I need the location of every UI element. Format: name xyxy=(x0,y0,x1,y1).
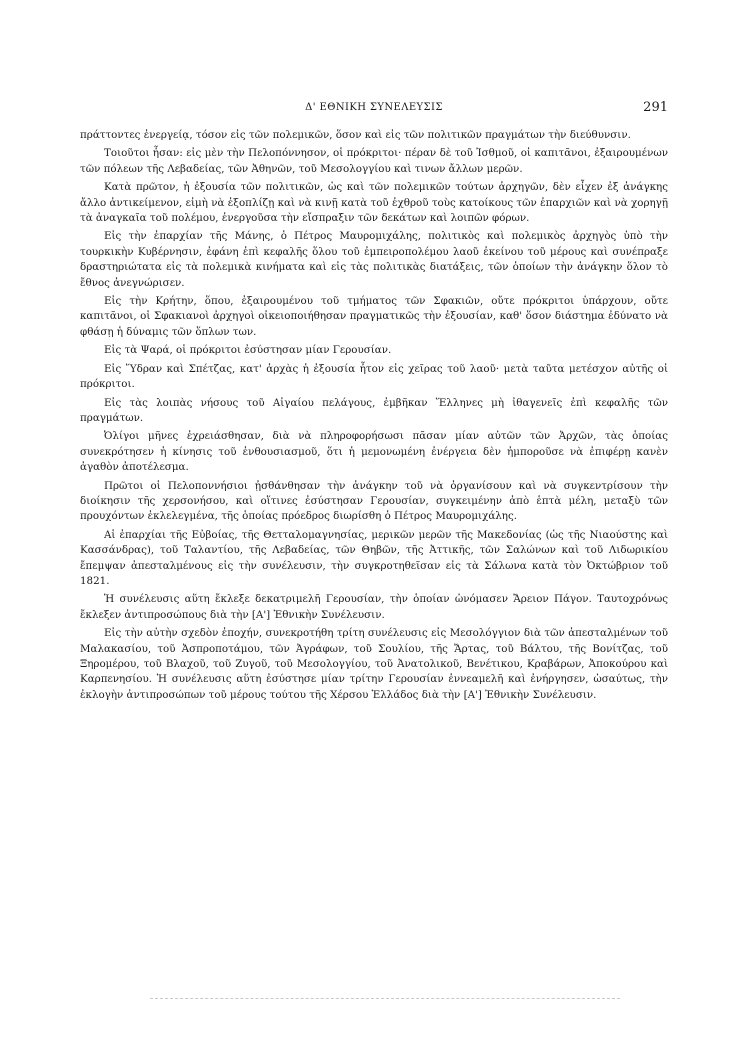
paragraph: Πρῶτοι οἱ Πελοποννήσιοι ᾐσθάνθησαν τὴν ἀνάγκην τοῦ νὰ ὀργανίσουν καὶ νὰ συγκεντρίσουν τὴν διοίκησιν τῆς χερσονήσου, καὶ οἵτινες ἐσύστησαν Γερουσίαν, συγκειμένην ἀπὸ ἑπτὰ μέλη, μεταξὺ τῶν προυχόντων ἐκλελεγμένα, τῆς ὁποίας πρόεδρος διωρίσθη ὁ Πέτρος Μαυρομιχάλης. xyxy=(80,479,668,523)
page-number: 291 xyxy=(643,100,668,115)
paragraph: Εἰς τὴν αὐτὴν σχεδὸν ἐποχήν, συνεκροτήθη τρίτη συνέλευσις εἰς Μεσολόγγιον διὰ τῶν ἀπεσταλμένων τοῦ Μαλακασίου, τοῦ Ἀσπροποτάμου, τῶν Ἀγράφων, τοῦ Σουλίου, τῆς Ἄρτας, τοῦ Βάλτου, τῆς Βονίτζας, τοῦ Ξηρομέρου, τοῦ Βλαχοῦ, τοῦ Ζυγοῦ, τοῦ Μεσολογγίου, τοῦ Ἀνατολικοῦ, Βενέτικου, Κραβάρων, Ἀποκούρου καὶ Καρπενησίου. Ἡ συνέλευσις αὕτη ἐσύστησε μίαν τρίτην Γερουσίαν ἐννεαμελῆ καὶ ἐνήργησεν, ὡσαύτως, τὴν ἐκλογὴν ἀντιπροσώπων τοῦ μέρους τούτου τῆς Χέρσου Ἑλλάδος διὰ τὴν [Α'] Ἐθνικὴν Συνέλευσιν. xyxy=(80,627,668,701)
paragraph: πράττοντες ἐνεργείᾳ, τόσον εἰς τῶν πολεμικῶν, ὅσον καὶ εἰς τῶν πολιτικῶν πραγμάτων τὴν διεύθυνσιν. xyxy=(80,129,631,141)
paragraph: Κατὰ πρῶτον, ἡ ἐξουσία τῶν πολιτικῶν, ὡς καὶ τῶν πολεμικῶν τούτων ἀρχηγῶν, δὲν εἶχεν ἐξ ἀνάγκης ἄλλο ἀντικείμενον, εἰμὴ νὰ ἐξοπλίζῃ καὶ νὰ κινῇ κατὰ τοῦ ἐχθροῦ τοὺς κατοίκους τῶν ἐπαρχιῶν καὶ νὰ χορηγῇ τὰ ἀναγκαῖα τοῦ πολέμου, ἐνεργοῦσα τὴν εἴσπραξιν τῶν δεκάτων καὶ λοιπῶν φόρων. xyxy=(80,181,668,225)
footer-divider xyxy=(150,998,620,999)
paragraph: Εἰς τὰ Ψαρά, οἱ πρόκριτοι ἐσύστησαν μίαν Γερουσίαν. xyxy=(104,344,392,357)
paragraph: Αἱ ἐπαρχίαι τῆς Εὐβοίας, τῆς Θετταλομαγνησίας, μερικῶν μερῶν τῆς Μακεδονίας (ὡς τῆς Νιαούστης καὶ Κασσάνδρας), τοῦ Ταλαντίου, τῆς Λεβαδείας, τῶν Θηβῶν, τῆς Ἀττικῆς, τῶν Σαλώνων καὶ τοῦ Λιδωρικίου ἔπεμψαν ἀπεσταλμένους εἰς τὴν συνέλευσιν, τὴν συγκροτηθεῖσαν εἰς τὰ Σάλωνα κατὰ τὸν Ὀκτώβριον τοῦ 1821. xyxy=(80,528,668,587)
running-title: Δ' ΕΘΝΙΚΗ ΣΥΝΕΛΕΥΣΙΣ xyxy=(305,102,443,113)
page-header xyxy=(80,100,668,116)
paragraph: Εἰς τὰς λοιπὰς νήσους τοῦ Αἰγαίου πελάγους, ἐμβῆκαν Ἕλληνες μὴ ἰθαγενεῖς ἐπὶ κεφαλῆς τῶν πραγμάτων. xyxy=(80,396,668,424)
paragraph: Εἰς τὴν ἐπαρχίαν τῆς Μάνης, ὁ Πέτρος Μαυρομιχάλης, πολιτικὸς καὶ πολεμικὸς ἀρχηγὸς ὑπὸ τὴν τουρκικὴν Κυβέρνησιν, ἐφάνη ἐπὶ κεφαλῆς ὅλου τοῦ ἐμπειροπολέμου λαοῦ ἐκείνου τοῦ μέρους καὶ συνέπραξε δραστηριώτατα εἰς τὰ πολεμικὰ κινήματα καὶ εἰς τὰς πολιτικὰς διατάξεις, τῶν ὁποίων τὴν ἀνάγκην ὅλον τὸ ἔθνος ἀνεγνώρισεν. xyxy=(80,230,668,289)
paragraph: Εἰς τὴν Κρήτην, ὅπου, ἐξαιρουμένου τοῦ τμήματος τῶν Σφακιῶν, οὔτε πρόκριτοι ὑπάρχουν, οὔτε καπιτᾶνοι, οἱ Σφακιανοὶ ἀρχηγοὶ οἰκειοποιήθησαν πραγματικῶς τὴν ἐξουσίαν, καθ' ὅσον διάστημα ἐδύνατο νὰ φθάσῃ ἡ δύναμις τῶν ὅπλων των. xyxy=(80,295,668,338)
paragraph: Ἡ συνέλευσις αὕτη ἔκλεξε δεκατριμελῆ Γερουσίαν, τὴν ὁποίαν ὠνόμασεν Ἄρειον Πάγον. Ταυτοχρόνως ἔκλεξεν ἀντιπροσώπους διὰ τὴν [Α'] Ἐθνικὴν Συνέλευσιν. xyxy=(80,593,668,621)
body-text xyxy=(80,128,668,706)
paragraph: Ὀλίγοι μῆνες ἐχρειάσθησαν, διὰ νὰ πληροφορήσωσι πᾶσαν μίαν αὐτῶν τῶν Ἀρχῶν, τὰς ὁποίας συνεκρότησεν ἡ κίνησις τοῦ ἐνθουσιασμοῦ, ὅτι ἡ μεμονωμένη ἐνέργεια δὲν ἠμποροῦσε νὰ ἐπιφέρῃ κανὲν ἀγαθὸν ἀποτέλεσμα. xyxy=(80,430,668,474)
paragraph: Εἰς Ὕδραν καὶ Σπέτζας, κατ' ἀρχὰς ἡ ἐξουσία ἦτον εἰς χεῖρας τοῦ λαοῦ· μετὰ ταῦτα μετέσχον αὐτῆς οἱ πρόκριτοι. xyxy=(80,362,668,391)
paragraph: Τοιοῦτοι ἦσαν: εἰς μὲν τὴν Πελοπόννησον, οἱ πρόκριτοι· πέραν δὲ τοῦ Ἰσθμοῦ, οἱ καπιτᾶνοι, ἐξαιρουμένων τῶν πόλεων τῆς Λεβαδείας, τῶν Ἀθηνῶν, τοῦ Μεσολογγίου καὶ τινων ἄλλων μερῶν. xyxy=(80,147,668,175)
